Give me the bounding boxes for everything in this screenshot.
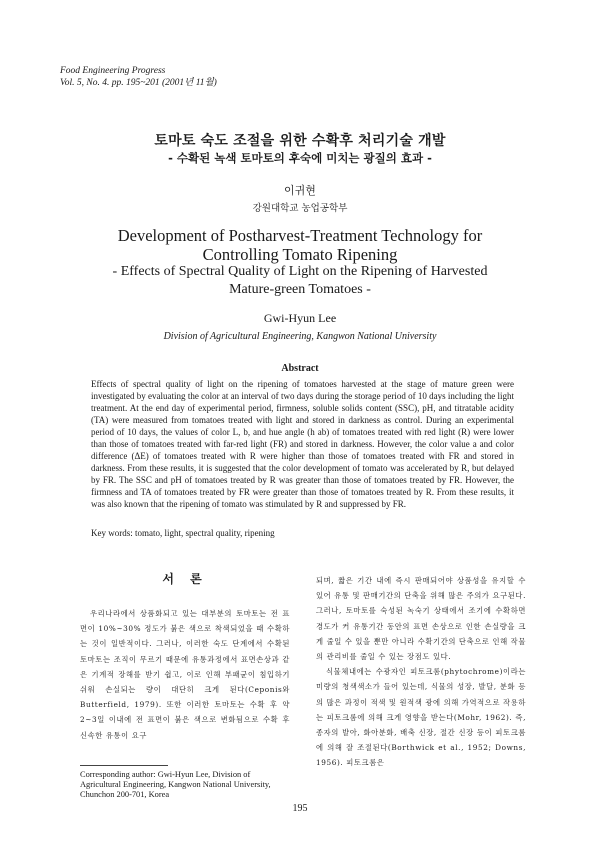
- korean-subtitle: - 수확된 녹색 토마토의 후숙에 미치는 광질의 효과 -: [168, 151, 432, 165]
- body-paragraph: 식물체내에는 수광자인 피토크롬(phytochrome)이라는 미량의 청색색소가 들어 있는데, 식물의 성장, 발달, 분화 등의 많은 과정이 적색 및 원적색 광에 의해 가역적으로 작용하는 피토크롬에 의해 크게 영향을 받는다(Mohr, 1962). 즉, 종자의 발아, 화아분화, 배축 신장, 절간 신장 등이 피토크롬에 의해 잘 조절된다(Borthwick et al., 1952; Downs, 1956). 피토크롬은: [316, 667, 526, 768]
- korean-author: 이귀현: [284, 184, 316, 197]
- korean-title: 토마토 숙도 조절을 위한 수확후 처리기술 개발: [154, 133, 446, 149]
- body-paragraph: 되며, 짧은 기간 내에 즉시 판매되어야 상품성을 유지할 수 있어 유통 및 판매기간의 단축을 위해 많은 주의가 요구된다. 그러나, 토마토를 숙성된 녹숙기 상태에서 조기에 수확하면 경도가 커 유통기간 동안의 표면 손상으로 인한 손실량을 크게 줄일 수 있을 뿐만 아니라 수확기간의 단축으로 인해 작물의 관리비를 줄일 수 있는 장점도 있다.: [316, 576, 526, 662]
- corresponding-author-footnote: Corresponding author: Gwi-Hyun Lee, Division of Agricultural Engineering, Kangwon National University, Chunchon 200-701, Korea: [80, 770, 271, 799]
- body-right-column: [316, 573, 526, 771]
- body-left-column: [80, 606, 290, 743]
- section-title-introduction: 서 론: [162, 572, 208, 586]
- journal-citation: Vol. 5, No. 4. pp. 195~201 (2001년 11월): [60, 78, 217, 88]
- english-affiliation: Division of Agricultural Engineering, Kangwon National University: [163, 331, 437, 342]
- abstract-heading: Abstract: [281, 363, 319, 374]
- english-author: Gwi-Hyun Lee: [263, 311, 337, 325]
- english-subtitle-line1: - Effects of Spectral Quality of Light on the Ripening of Harvested: [112, 264, 488, 279]
- english-subtitle: [0, 263, 600, 299]
- abstract-text: Effects of spectral quality of light on the ripening of tomatoes harvested at the stage of mature green were investigated by evaluating the color at an interval of two days during the storage period of 10 days including the light treatment. At the end day of experimental period, firmness, soluble solids content (SSC), pH, and titratable acidity (TA) were measured from tomatoes treated with light and stored in darkness as control. During an experimental period of 10 days, the values of color L, b, and hue angle (h ab) of tomatoes treated with red light (R) were lower than those of tomatoes treated with far-red light (FR) and stored in darkness. However, the color value a and color difference (ΔE) of tomatoes treated with R were higher than those of tomatoes treated with FR and stored in darkness. From these results, it is suggested that the color development of tomato was accelerated by R, but delayed by FR. The SSC and pH of tomatoes treated by R was greater than those of tomatoes treated by FR. However, the firmness and TA of tomatoes treated by FR were greater than those of tomatoes treated by R. From these results, it was also known that the ripening of tomato was stimulated by R and suppressed by FR.: [91, 379, 514, 509]
- journal-name: Food Engineering Progress: [60, 66, 166, 76]
- body-paragraph: 우리나라에서 상품화되고 있는 대부분의 토마토는 전 표면이 10%~30% 정도가 붉은 색으로 착색되었을 때 수확하는 것이 일반적이다. 그러나, 이러한 숙도 단계에서 수확된 토마토는 조직이 무르기 때문에 유통과정에서 표면손상과 같은 기계적 장해를 받기 쉽고, 이로 인해 부패균이 침입하기 쉬워 손실되는 량이 대단히 크게 된다(Ceponis와 Butterfield, 1979). 또한 이러한 토마토는 수확 후 약 2~3일 이내에 전 표면이 붉은 색으로 변화됨으로 수확 후 신속한 유통이 요구: [80, 609, 290, 740]
- english-subtitle-line2: Mature-green Tomatoes -: [229, 282, 371, 297]
- english-title-line2: Controlling Tomato Ripening: [202, 245, 398, 264]
- korean-affiliation: 강원대학교 농업공학부: [252, 203, 348, 214]
- english-title-line1: Development of Postharvest-Treatment Technology for: [117, 226, 483, 245]
- keywords: Key words: tomato, light, spectral quality, ripening: [91, 528, 275, 538]
- footnote-divider: [80, 765, 168, 766]
- english-title: [0, 226, 600, 264]
- page-number: 195: [292, 803, 308, 814]
- journal-header: [60, 65, 217, 89]
